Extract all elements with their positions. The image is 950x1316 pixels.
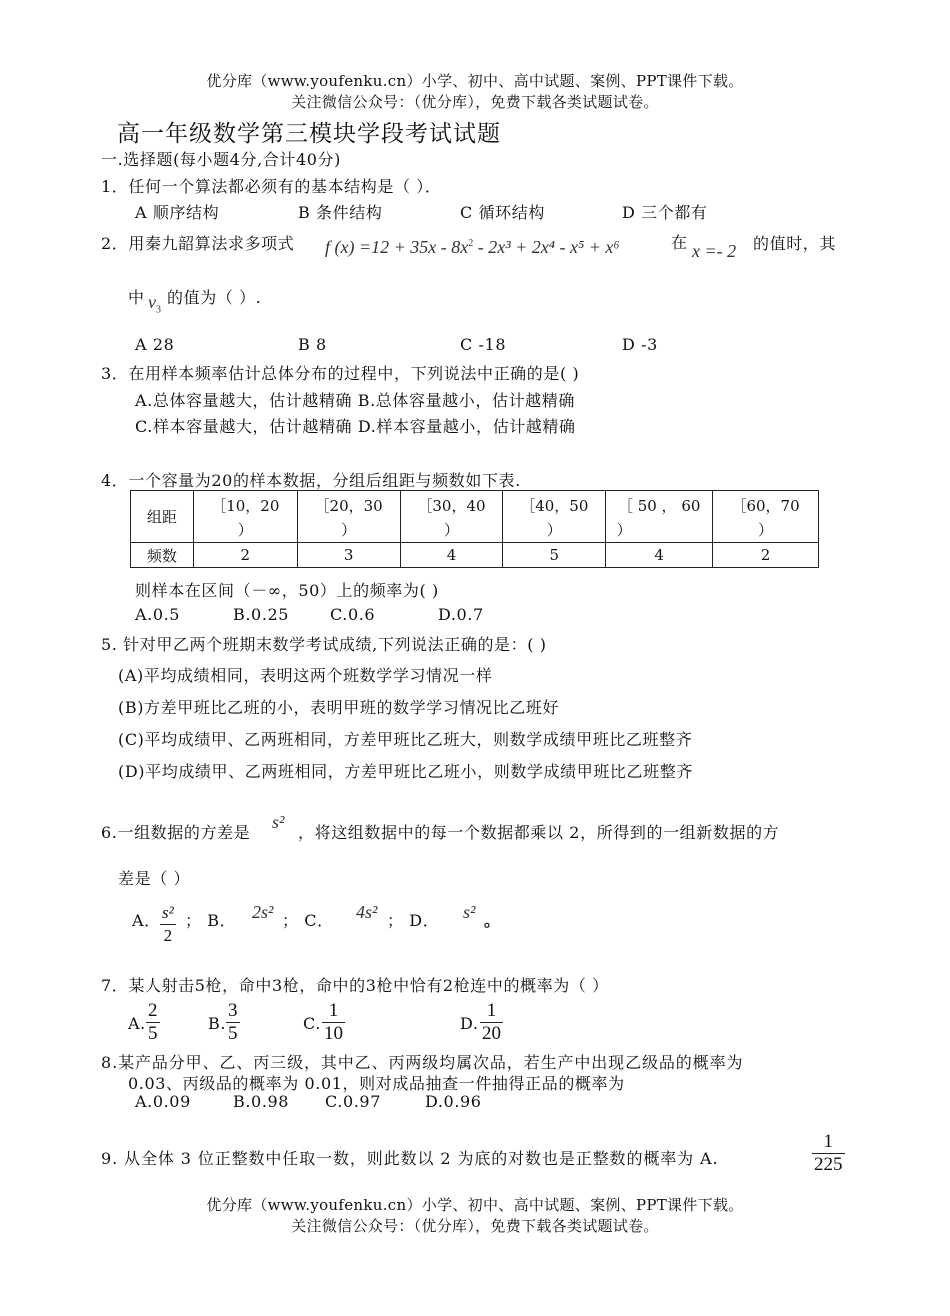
q2-v3: $v_3$ bbox=[148, 292, 161, 316]
q2-stem-b: 的值时，其 bbox=[753, 234, 837, 253]
q8-stem-line1: 8.某产品分甲、乙、丙三级，其中乙、丙两级均属次品，若生产中出现乙级品的概率为 bbox=[101, 1053, 744, 1072]
q2-stem-d: 的值为（ ）. bbox=[167, 288, 262, 307]
q9-option-a-fraction: $\frac{1}{225}$ bbox=[814, 1131, 843, 1175]
table-cell-frequency: 2 bbox=[193, 543, 297, 568]
q8-option-c: C.0.97 bbox=[325, 1092, 381, 1111]
q6-option-d-value: s² bbox=[463, 902, 476, 922]
q6-stem-b: ，将这组数据中的每一个数据都乘以 2，所得到的一组新数据的方 bbox=[298, 823, 780, 842]
table-row-groups bbox=[131, 491, 819, 543]
q6-option-d-label: ； D． bbox=[387, 911, 440, 930]
q6-option-b-value: 2s² bbox=[252, 902, 274, 922]
frequency-table bbox=[130, 490, 819, 568]
table-cell-group: ［20，30 ） bbox=[297, 491, 400, 543]
q4-after: 则样本在区间（－∞，50）上的频率为( ) bbox=[135, 581, 439, 600]
q7-option-d-fraction: $\frac{1}{20}$ bbox=[482, 1000, 501, 1044]
table-cell-frequency: 4 bbox=[400, 543, 503, 568]
table-label-frequency: 频数 bbox=[131, 543, 194, 568]
q8-option-a: A.0.09 bbox=[135, 1092, 191, 1111]
q6-s2: s² bbox=[272, 812, 285, 832]
section-heading: 一.选择题(每小题4分,合计40分) bbox=[101, 150, 341, 169]
q7-stem: 7．某人射击5枪，命中3枪，命中的3枪中恰有2枪连中的概率为（ ） bbox=[101, 976, 609, 995]
q4-option-b: B.0.25 bbox=[233, 605, 290, 624]
q8-option-d: D.0.96 bbox=[425, 1092, 482, 1111]
q7-option-c-fraction: $\frac{1}{10}$ bbox=[324, 1000, 343, 1044]
q7-option-b-label: B. bbox=[208, 1014, 227, 1033]
q4-option-d: D.0.7 bbox=[438, 605, 484, 624]
page-footer-line1: 优分库（www.youfenku.cn）小学、初中、高中试题、案例、PPT课件下载。 bbox=[206, 1196, 744, 1214]
q2-formula-rest: - 2x³ + 2x⁴ - x⁵ + x⁶ bbox=[477, 237, 620, 257]
q1-option-c: C 循环结构 bbox=[460, 203, 545, 222]
q1-option-d: D 三个都有 bbox=[622, 203, 708, 222]
q9-stem: 9. 从全体 3 位正整数中任取一数，则此数以 2 为底的对数也是正整数的概率为 A. bbox=[101, 1149, 719, 1168]
q1-option-b: B 条件结构 bbox=[298, 203, 383, 222]
q6-option-c-label: ； C． bbox=[282, 911, 334, 930]
table-cell-frequency: 5 bbox=[503, 543, 606, 568]
q2-option-b: B 8 bbox=[298, 335, 327, 354]
table-cell-group: ［ 50 ， 60 ） bbox=[606, 491, 713, 543]
q7-option-c-label: C. bbox=[303, 1014, 321, 1033]
table-cell-frequency: 4 bbox=[606, 543, 713, 568]
q6-option-a-fraction: $\frac{\text{s²}}{2}$ bbox=[162, 903, 174, 945]
q2-zai: 在 bbox=[671, 233, 688, 252]
q6-option-b-label: ； B． bbox=[185, 911, 237, 930]
q2-option-c: C -18 bbox=[460, 335, 507, 354]
q3-options-ab: A.总体容量越大，估计越精确 B.总体容量越小，估计越精确 bbox=[135, 391, 575, 410]
q2-option-a: A 28 bbox=[135, 335, 175, 354]
q6-end-mark: 。 bbox=[484, 911, 501, 930]
q2-stem-a: 2．用秦九韶算法求多项式 bbox=[101, 234, 295, 253]
q4-stem: 4．一个容量为20的样本数据，分组后组距与频数如下表. bbox=[101, 471, 521, 490]
table-cell-group: ［30，40 ） bbox=[400, 491, 503, 543]
q3-stem: 3．在用样本频率估计总体分布的过程中，下列说法中正确的是( ) bbox=[101, 364, 580, 383]
q1-option-a: A 顺序结构 bbox=[135, 203, 220, 222]
q6-stem-a: 6.一组数据的方差是 bbox=[101, 823, 251, 842]
table-cell-frequency: 3 bbox=[297, 543, 400, 568]
table-cell-group: ［10，20 ） bbox=[193, 491, 297, 543]
q5-option-b: (B)方差甲班比乙班的小，表明甲班的数学学习情况比乙班好 bbox=[118, 698, 560, 717]
q7-option-a-label: A. bbox=[128, 1014, 146, 1033]
q6-stem-c: 差是（ ） bbox=[118, 869, 191, 888]
q5-option-a: (A)平均成绩相同，表明这两个班数学学习情况一样 bbox=[118, 666, 493, 685]
q2-option-d: D -3 bbox=[622, 335, 658, 354]
q4-option-a: A.0.5 bbox=[135, 605, 181, 624]
q1-stem: 1．任何一个算法都必须有的基本结构是（ ）． bbox=[101, 177, 442, 196]
q5-stem: 5. 针对甲乙两个班期末数学考试成绩,下列说法正确的是：( ) bbox=[101, 635, 547, 654]
q7-option-a-fraction: $\frac{2}{5}$ bbox=[148, 1000, 158, 1044]
q6-option-c-value: 4s² bbox=[356, 902, 378, 922]
page-footer-line2: 关注微信公众号：（优分库），免费下载各类试题试卷。 bbox=[291, 1217, 659, 1235]
page-header-line1: 优分库（www.youfenku.cn）小学、初中、高中试题、案例、PPT课件下载。 bbox=[206, 72, 744, 90]
page-title: 高一年级数学第三模块学段考试试题 bbox=[117, 121, 501, 147]
table-cell-frequency: 2 bbox=[713, 543, 819, 568]
q6-option-a-label: A． bbox=[132, 911, 161, 930]
q5-option-c: (C)平均成绩甲、乙两班相同，方差甲班比乙班大，则数学成绩甲班比乙班整齐 bbox=[118, 730, 693, 749]
table-cell-group: ［40，50 ） bbox=[503, 491, 606, 543]
q4-option-c: C.0.6 bbox=[330, 605, 376, 624]
q2-formula-f: f (x) =12 + 35x - 8x bbox=[325, 237, 469, 257]
q7-option-d-label: D. bbox=[460, 1014, 479, 1033]
page-header-line2: 关注微信公众号：（优分库），免费下载各类试题试卷。 bbox=[291, 93, 659, 111]
q8-stem-line2: 0.03、丙级品的概率为 0.01，则对成品抽查一件抽得正品的概率为 bbox=[128, 1074, 625, 1093]
q2-x-value: x =- 2 bbox=[692, 241, 737, 261]
table-cell-group: ［60，70 ） bbox=[713, 491, 819, 543]
q5-option-d: (D)平均成绩甲、乙两班相同，方差甲班比乙班小，则数学成绩甲班比乙班整齐 bbox=[118, 762, 693, 781]
q7-option-b-fraction: $\frac{3}{5}$ bbox=[228, 1000, 238, 1044]
q3-options-cd: C.样本容量越大，估计越精确 D.样本容量越小，估计越精确 bbox=[135, 417, 576, 436]
q8-option-b: B.0.98 bbox=[233, 1092, 290, 1111]
table-label-group: 组距 bbox=[131, 491, 194, 543]
q2-stem-c: 中 bbox=[128, 288, 145, 307]
table-row-frequency bbox=[131, 543, 819, 568]
q2-formula: f $(x) =12 + 35x - 8x^2 - 2x^3 + 2x^4 - x^5 + x^6$ bbox=[325, 237, 620, 257]
